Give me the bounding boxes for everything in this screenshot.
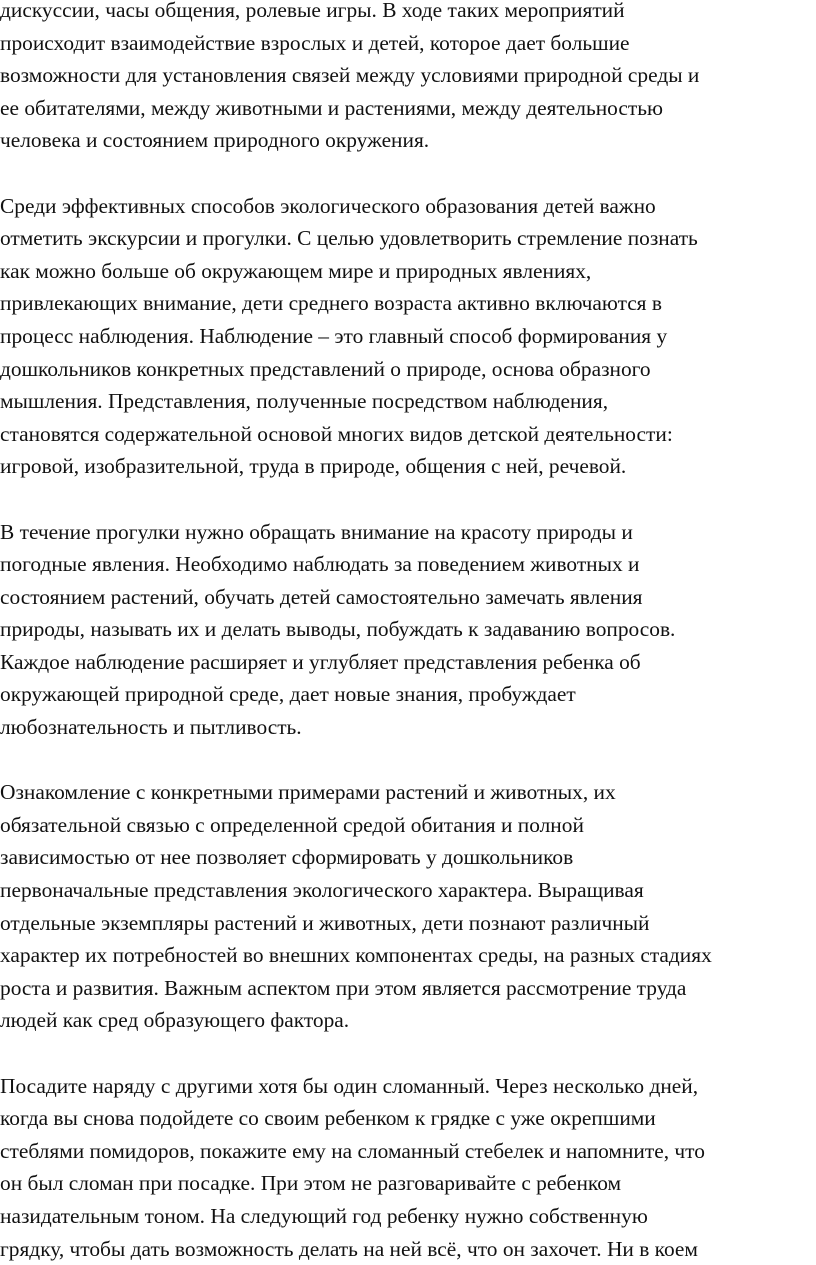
text-line: мышления. Представления, полученные посредством наблюдения, (0, 389, 609, 414)
text-line: зависимостью от нее позволяет сформировать у дошкольников (0, 845, 574, 870)
text-line: отдельные экземпляры растений и животных, дети познают различный (0, 910, 650, 935)
text-line: дискуссии, часы общения, ролевые игры. В ходе таких мероприятий (0, 0, 625, 22)
paragraph-1 (0, 0, 816, 157)
text-line: назидательным тоном. На следующий год ребенку нужно собственную (0, 1203, 648, 1228)
text-line: дошкольников конкретных представлений о природе, основа образного (0, 356, 651, 381)
text-line: людей как сред образующего фактора. (0, 1008, 350, 1033)
text-line: он был сломан при посадке. При этом не разговаривайте с ребенком (0, 1171, 622, 1196)
text-line: игровой, изобразительной, труда в природе, общения с ней, речевой. (0, 454, 627, 479)
paragraph-3 (0, 516, 816, 744)
text-line: окружающей природной среде, дает новые знания, пробуждает (0, 682, 576, 707)
text-line: В течение прогулки нужно обращать внимание на красоту природы и (0, 519, 633, 544)
paragraph-2 (0, 190, 816, 483)
text-line: привлекающих внимание, дети среднего возраста активно включаются в (0, 291, 662, 316)
paragraph-4 (0, 776, 816, 1037)
text-line: погодные явления. Необходимо наблюдать за поведением животных и (0, 552, 640, 577)
text-line: отметить экскурсии и прогулки. С целью удовлетворить стремление познать (0, 226, 698, 251)
paragraph-gap (0, 744, 816, 777)
paragraph-gap (0, 1037, 816, 1070)
text-line: ее обитателями, между животными и растениями, между деятельностью (0, 95, 663, 120)
text-line: обязательной связью с определенной средой обитания и полной (0, 812, 584, 837)
text-line: происходит взаимодействие взрослых и детей, которое дает большие (0, 30, 630, 55)
text-line: состоянием растений, обучать детей самостоятельно замечать явления (0, 584, 643, 609)
text-line: любознательность и пытливость. (0, 715, 302, 740)
text-line: человека и состоянием природного окружения. (0, 128, 430, 153)
text-line: Каждое наблюдение расширяет и углубляет представления ребенка об (0, 649, 641, 674)
paragraph-5 (0, 1070, 816, 1265)
text-line: становятся содержательной основой многих видов детской деятельности: (0, 421, 673, 446)
text-line: как можно больше об окружающем мире и природных явлениях, (0, 258, 592, 283)
text-line: роста и развития. Важным аспектом при этом является рассмотрение труда (0, 975, 687, 1000)
text-line: грядку, чтобы дать возможность делать на ней всё, что он захочет. Ни в коем (0, 1236, 698, 1261)
text-line: Ознакомление с конкретными примерами растений и животных, их (0, 780, 616, 805)
text-line: Посадите наряду с другими хотя бы один сломанный. Через несколько дней, (0, 1073, 699, 1098)
text-line: Среди эффективных способов экологического образования детей важно (0, 193, 656, 218)
text-line: стеблями помидоров, покажите ему на сломанный стебелек и напомните, что (0, 1138, 705, 1163)
paragraph-gap (0, 483, 816, 516)
text-line: характер их потребностей во внешних компонентах среды, на разных стадиях (0, 943, 712, 968)
text-line: возможности для установления связей между условиями природной среды и (0, 63, 700, 88)
text-line: когда вы снова подойдете со своим ребенком к грядке с уже окрепшими (0, 1106, 656, 1131)
text-line: первоначальные представления экологического характера. Выращивая (0, 878, 644, 903)
paragraph-gap (0, 157, 816, 190)
text-line: природы, называть их и делать выводы, побуждать к задаванию вопросов. (0, 617, 676, 642)
text-line: процесс наблюдения. Наблюдение – это главный способ формирования у (0, 323, 668, 348)
